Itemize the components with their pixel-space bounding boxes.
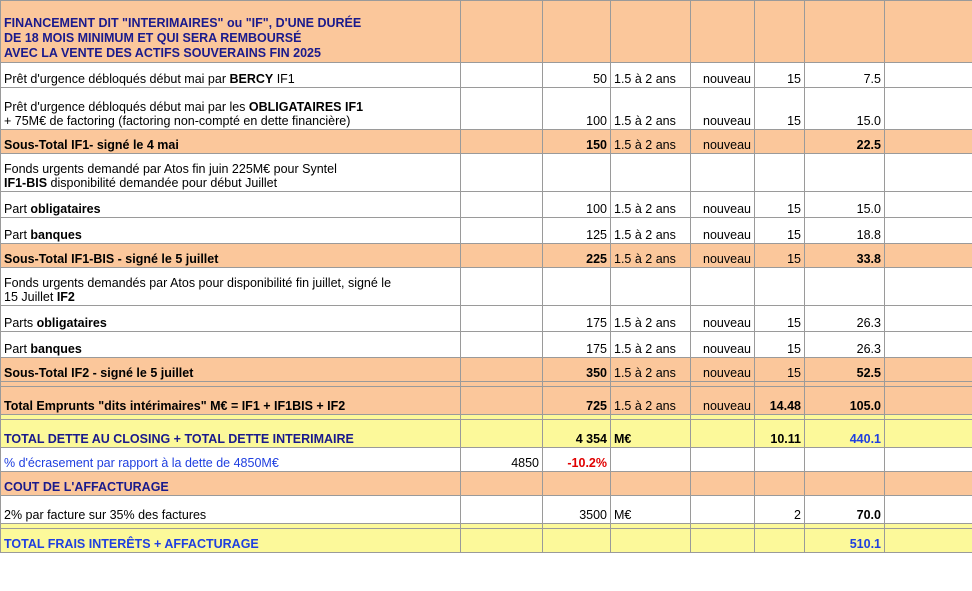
amount-cell: 175	[543, 332, 611, 358]
subtotal-if1bis-row	[1, 244, 972, 268]
interest-cell: 52.5	[805, 358, 885, 382]
row-if1bis-obligataires	[1, 192, 972, 218]
amount-cell: 50	[543, 63, 611, 88]
header-line-3: AVEC LA VENTE DES ACTIFS SOUVERAINS FIN 2025	[4, 46, 321, 60]
row-bercy-if1	[1, 63, 972, 88]
base-cell: 4850	[461, 448, 543, 472]
row-label: COUT DE L'AFFACTURAGE	[1, 472, 461, 496]
total-emprunts-row	[1, 387, 972, 415]
row-label: Fonds urgents demandé par Atos fin juin 225M€ pour Syntel IF1-BIS disponibilité demandée pour début Juillet	[1, 154, 461, 192]
rate-cell: 15	[755, 332, 805, 358]
amount-cell: 150	[543, 130, 611, 154]
duration-cell: 1.5 à 2 ans	[611, 130, 691, 154]
amount-cell: 125	[543, 218, 611, 244]
row-label: Part obligataires	[1, 192, 461, 218]
row-label: Part banques	[1, 332, 461, 358]
interest-cell: 105.0	[805, 387, 885, 415]
rate-cell: 2	[755, 496, 805, 524]
rate-cell: 15	[755, 192, 805, 218]
interest-cell: 26.3	[805, 306, 885, 332]
row-label: % d'écrasement par rapport à la dette de 4850M€	[1, 448, 461, 472]
row-if1bis-banques	[1, 218, 972, 244]
interest-cell: 7.5	[805, 63, 885, 88]
row-label: TOTAL FRAIS INTERÊTS + AFFACTURAGE	[1, 529, 461, 553]
row-label: Total Emprunts "dits intérimaires" M€ = IF1 + IF1BIS + IF2	[1, 387, 461, 415]
row-if2-obligataires	[1, 306, 972, 332]
status-cell: nouveau	[691, 306, 755, 332]
interest-cell: 15.0	[805, 192, 885, 218]
duration-cell: 1.5 à 2 ans	[611, 358, 691, 382]
status-cell: nouveau	[691, 358, 755, 382]
percent-cell: -10.2%	[543, 448, 611, 472]
affacturage-header-row	[1, 472, 972, 496]
interest-cell: 15.0	[805, 88, 885, 130]
duration-cell: 1.5 à 2 ans	[611, 192, 691, 218]
row-obligataires-if1	[1, 88, 972, 130]
rate-cell: 15	[755, 63, 805, 88]
rate-cell: 15	[755, 218, 805, 244]
subtotal-if1-row	[1, 130, 972, 154]
row-if2-intro	[1, 268, 972, 306]
status-cell: nouveau	[691, 88, 755, 130]
row-label: Prêt d'urgence débloqués début mai par les OBLIGATAIRES IF1 + 75M€ de factoring (factoring non-compté en dette financière)	[1, 88, 461, 130]
row-if2-banques	[1, 332, 972, 358]
row-label: Sous-Total IF1-BIS - signé le 5 juillet	[1, 244, 461, 268]
status-cell: nouveau	[691, 387, 755, 415]
duration-cell: 1.5 à 2 ans	[611, 218, 691, 244]
amount-cell: 100	[543, 88, 611, 130]
status-cell: nouveau	[691, 63, 755, 88]
rate-cell: 15	[755, 244, 805, 268]
amount-cell: 100	[543, 192, 611, 218]
amount-cell: 725	[543, 387, 611, 415]
interest-cell: 26.3	[805, 332, 885, 358]
status-cell: nouveau	[691, 218, 755, 244]
affacturage-row	[1, 496, 972, 524]
duration-cell: 1.5 à 2 ans	[611, 332, 691, 358]
status-cell: nouveau	[691, 192, 755, 218]
rate-cell: 14.48	[755, 387, 805, 415]
duration-cell: 1.5 à 2 ans	[611, 387, 691, 415]
total-frais-row	[1, 529, 972, 553]
ecrasement-row	[1, 448, 972, 472]
amount-cell: 4 354	[543, 420, 611, 448]
amount-cell: 350	[543, 358, 611, 382]
header-title	[1, 1, 461, 63]
row-label: Parts obligataires	[1, 306, 461, 332]
interest-cell: 33.8	[805, 244, 885, 268]
total-dette-row	[1, 420, 972, 448]
unit-cell: M€	[611, 420, 691, 448]
row-label: Prêt d'urgence débloqués début mai par BERCY IF1	[1, 63, 461, 88]
rate-cell: 15	[755, 306, 805, 332]
interest-cell: 440.1	[805, 420, 885, 448]
duration-cell: 1.5 à 2 ans	[611, 88, 691, 130]
row-label: Sous-Total IF2 - signé le 5 juillet	[1, 358, 461, 382]
interest-cell: 18.8	[805, 218, 885, 244]
header-line-2: DE 18 MOIS MINIMUM ET QUI SERA REMBOURSÉ	[4, 31, 302, 45]
interest-cell: 510.1	[805, 529, 885, 553]
subtotal-if2-row	[1, 358, 972, 382]
unit-cell: M€	[611, 496, 691, 524]
row-label: Part banques	[1, 218, 461, 244]
interest-cell: 22.5	[805, 130, 885, 154]
duration-cell: 1.5 à 2 ans	[611, 244, 691, 268]
header-row	[1, 1, 972, 63]
amount-cell: 3500	[543, 496, 611, 524]
row-if1bis-intro	[1, 154, 972, 192]
status-cell: nouveau	[691, 130, 755, 154]
rate-cell: 10.11	[755, 420, 805, 448]
duration-cell: 1.5 à 2 ans	[611, 306, 691, 332]
amount-cell: 175	[543, 306, 611, 332]
row-label: Sous-Total IF1- signé le 4 mai	[1, 130, 461, 154]
rate-cell: 15	[755, 358, 805, 382]
row-label: TOTAL DETTE AU CLOSING + TOTAL DETTE INTERIMAIRE	[1, 420, 461, 448]
row-label: 2% par facture sur 35% des factures	[1, 496, 461, 524]
header-line-1: FINANCEMENT DIT "INTERIMAIRES" ou "IF", D'UNE DURÉE	[4, 16, 362, 30]
rate-cell: 15	[755, 88, 805, 130]
status-cell: nouveau	[691, 244, 755, 268]
amount-cell: 225	[543, 244, 611, 268]
row-label: Fonds urgents demandés par Atos pour disponibilité fin juillet, signé le 15 Juillet IF2	[1, 268, 461, 306]
interest-cell: 70.0	[805, 496, 885, 524]
duration-cell: 1.5 à 2 ans	[611, 63, 691, 88]
status-cell: nouveau	[691, 332, 755, 358]
